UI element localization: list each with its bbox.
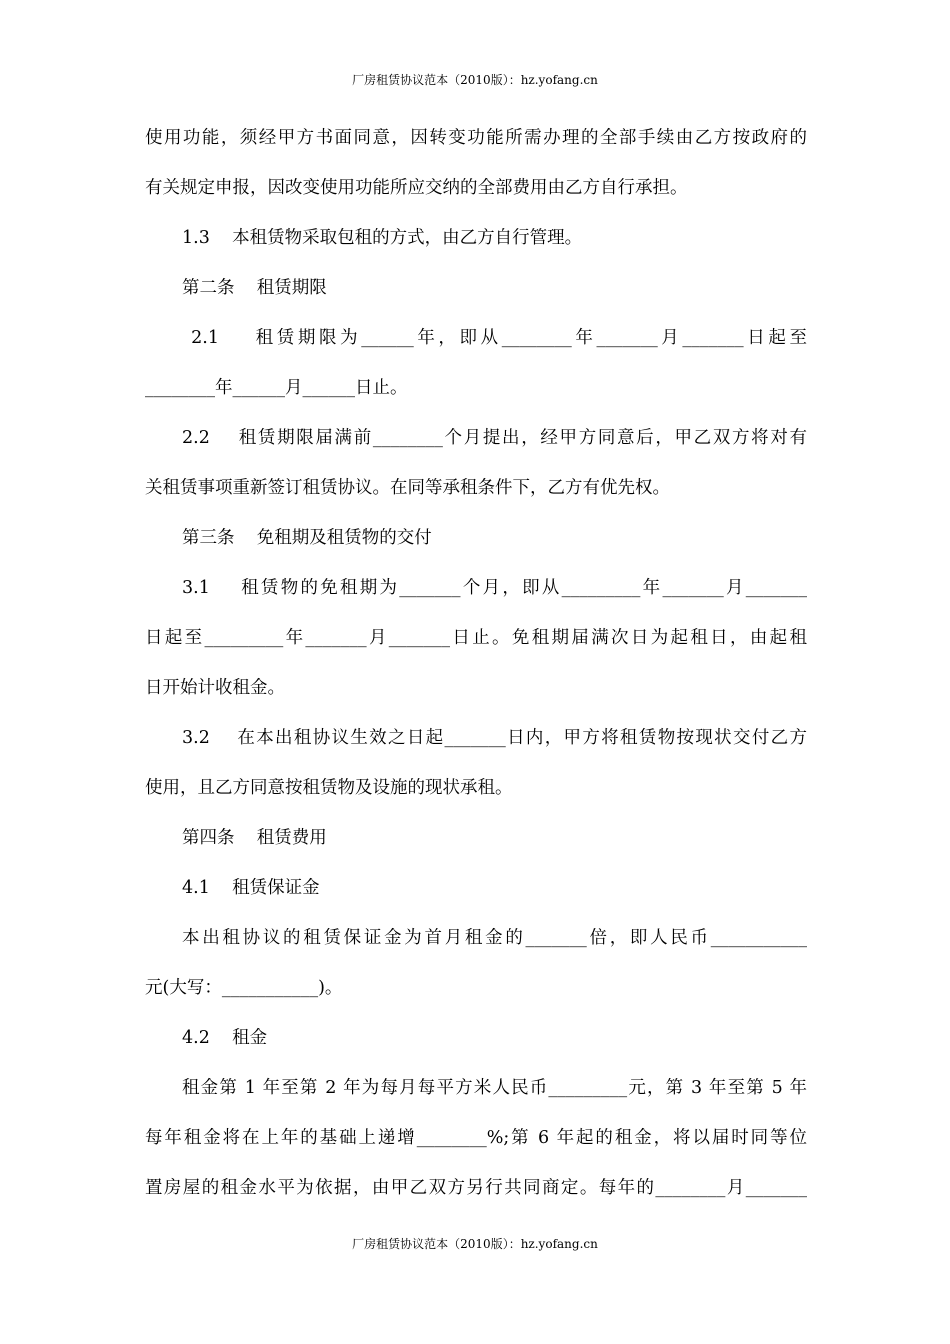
body-line: 每年租金将在上年的基础上递增________%;第 6 年起的租金，将以届时同等位: [145, 1128, 807, 1148]
subsection-heading: 4.1 租赁保证金: [182, 878, 320, 898]
body-line: 1.3 本租赁物采取包租的方式，由乙方自行管理。: [182, 228, 583, 248]
body-line: 日开始计收租金。: [145, 678, 285, 698]
page-footer: 厂房租赁协议范本（2010版）：hz.yofang.cn: [352, 1237, 598, 1251]
page-header: 厂房租赁协议范本（2010版）：hz.yofang.cn: [352, 73, 598, 87]
body-line: 置房屋的租金水平为依据，由甲乙双方另行共同商定。每年的________月_______: [145, 1178, 807, 1198]
body-line: 使用功能，须经甲方书面同意，因转变功能所需办理的全部手续由乙方按政府的: [145, 128, 807, 148]
section-heading: 第三条 免租期及租赁物的交付: [182, 528, 432, 548]
body-line: 租金第 1 年至第 2 年为每月每平方米人民币_________元，第 3 年至第 5 年: [182, 1078, 807, 1098]
body-line: 日起至_________年_______月_______日止。免租期届满次日为起租日，由起租: [145, 628, 807, 648]
body-line: 关租赁事项重新签订租赁协议。在同等承租条件下，乙方有优先权。: [145, 478, 670, 498]
body-line: ________年______月______日止。: [145, 378, 408, 398]
body-line: 有关规定申报，因改变使用功能所应交纳的全部费用由乙方自行承担。: [145, 178, 688, 198]
body-line: 使用，且乙方同意按租赁物及设施的现状承租。: [145, 778, 513, 798]
body-line: 3.1 租赁物的免租期为_______个月，即从_________年_______月_______: [182, 578, 807, 598]
body-line: 2.1 租赁期限为______年，即从________年_______月_______日起至: [182, 328, 807, 348]
body-line: 3.2 在本出租协议生效之日起_______日内，甲方将租赁物按现状交付乙方: [182, 728, 807, 748]
body-line: 本出租协议的租赁保证金为首月租金的_______倍，即人民币___________: [182, 928, 807, 948]
body-line: 元(大写：___________)。: [145, 978, 343, 998]
subsection-heading: 4.2 租金: [182, 1028, 268, 1048]
body-line: 2.2 租赁期限届满前________个月提出，经甲方同意后，甲乙双方将对有: [182, 428, 807, 448]
section-heading: 第四条 租赁费用: [182, 828, 327, 848]
section-heading: 第二条 租赁期限: [182, 278, 327, 298]
